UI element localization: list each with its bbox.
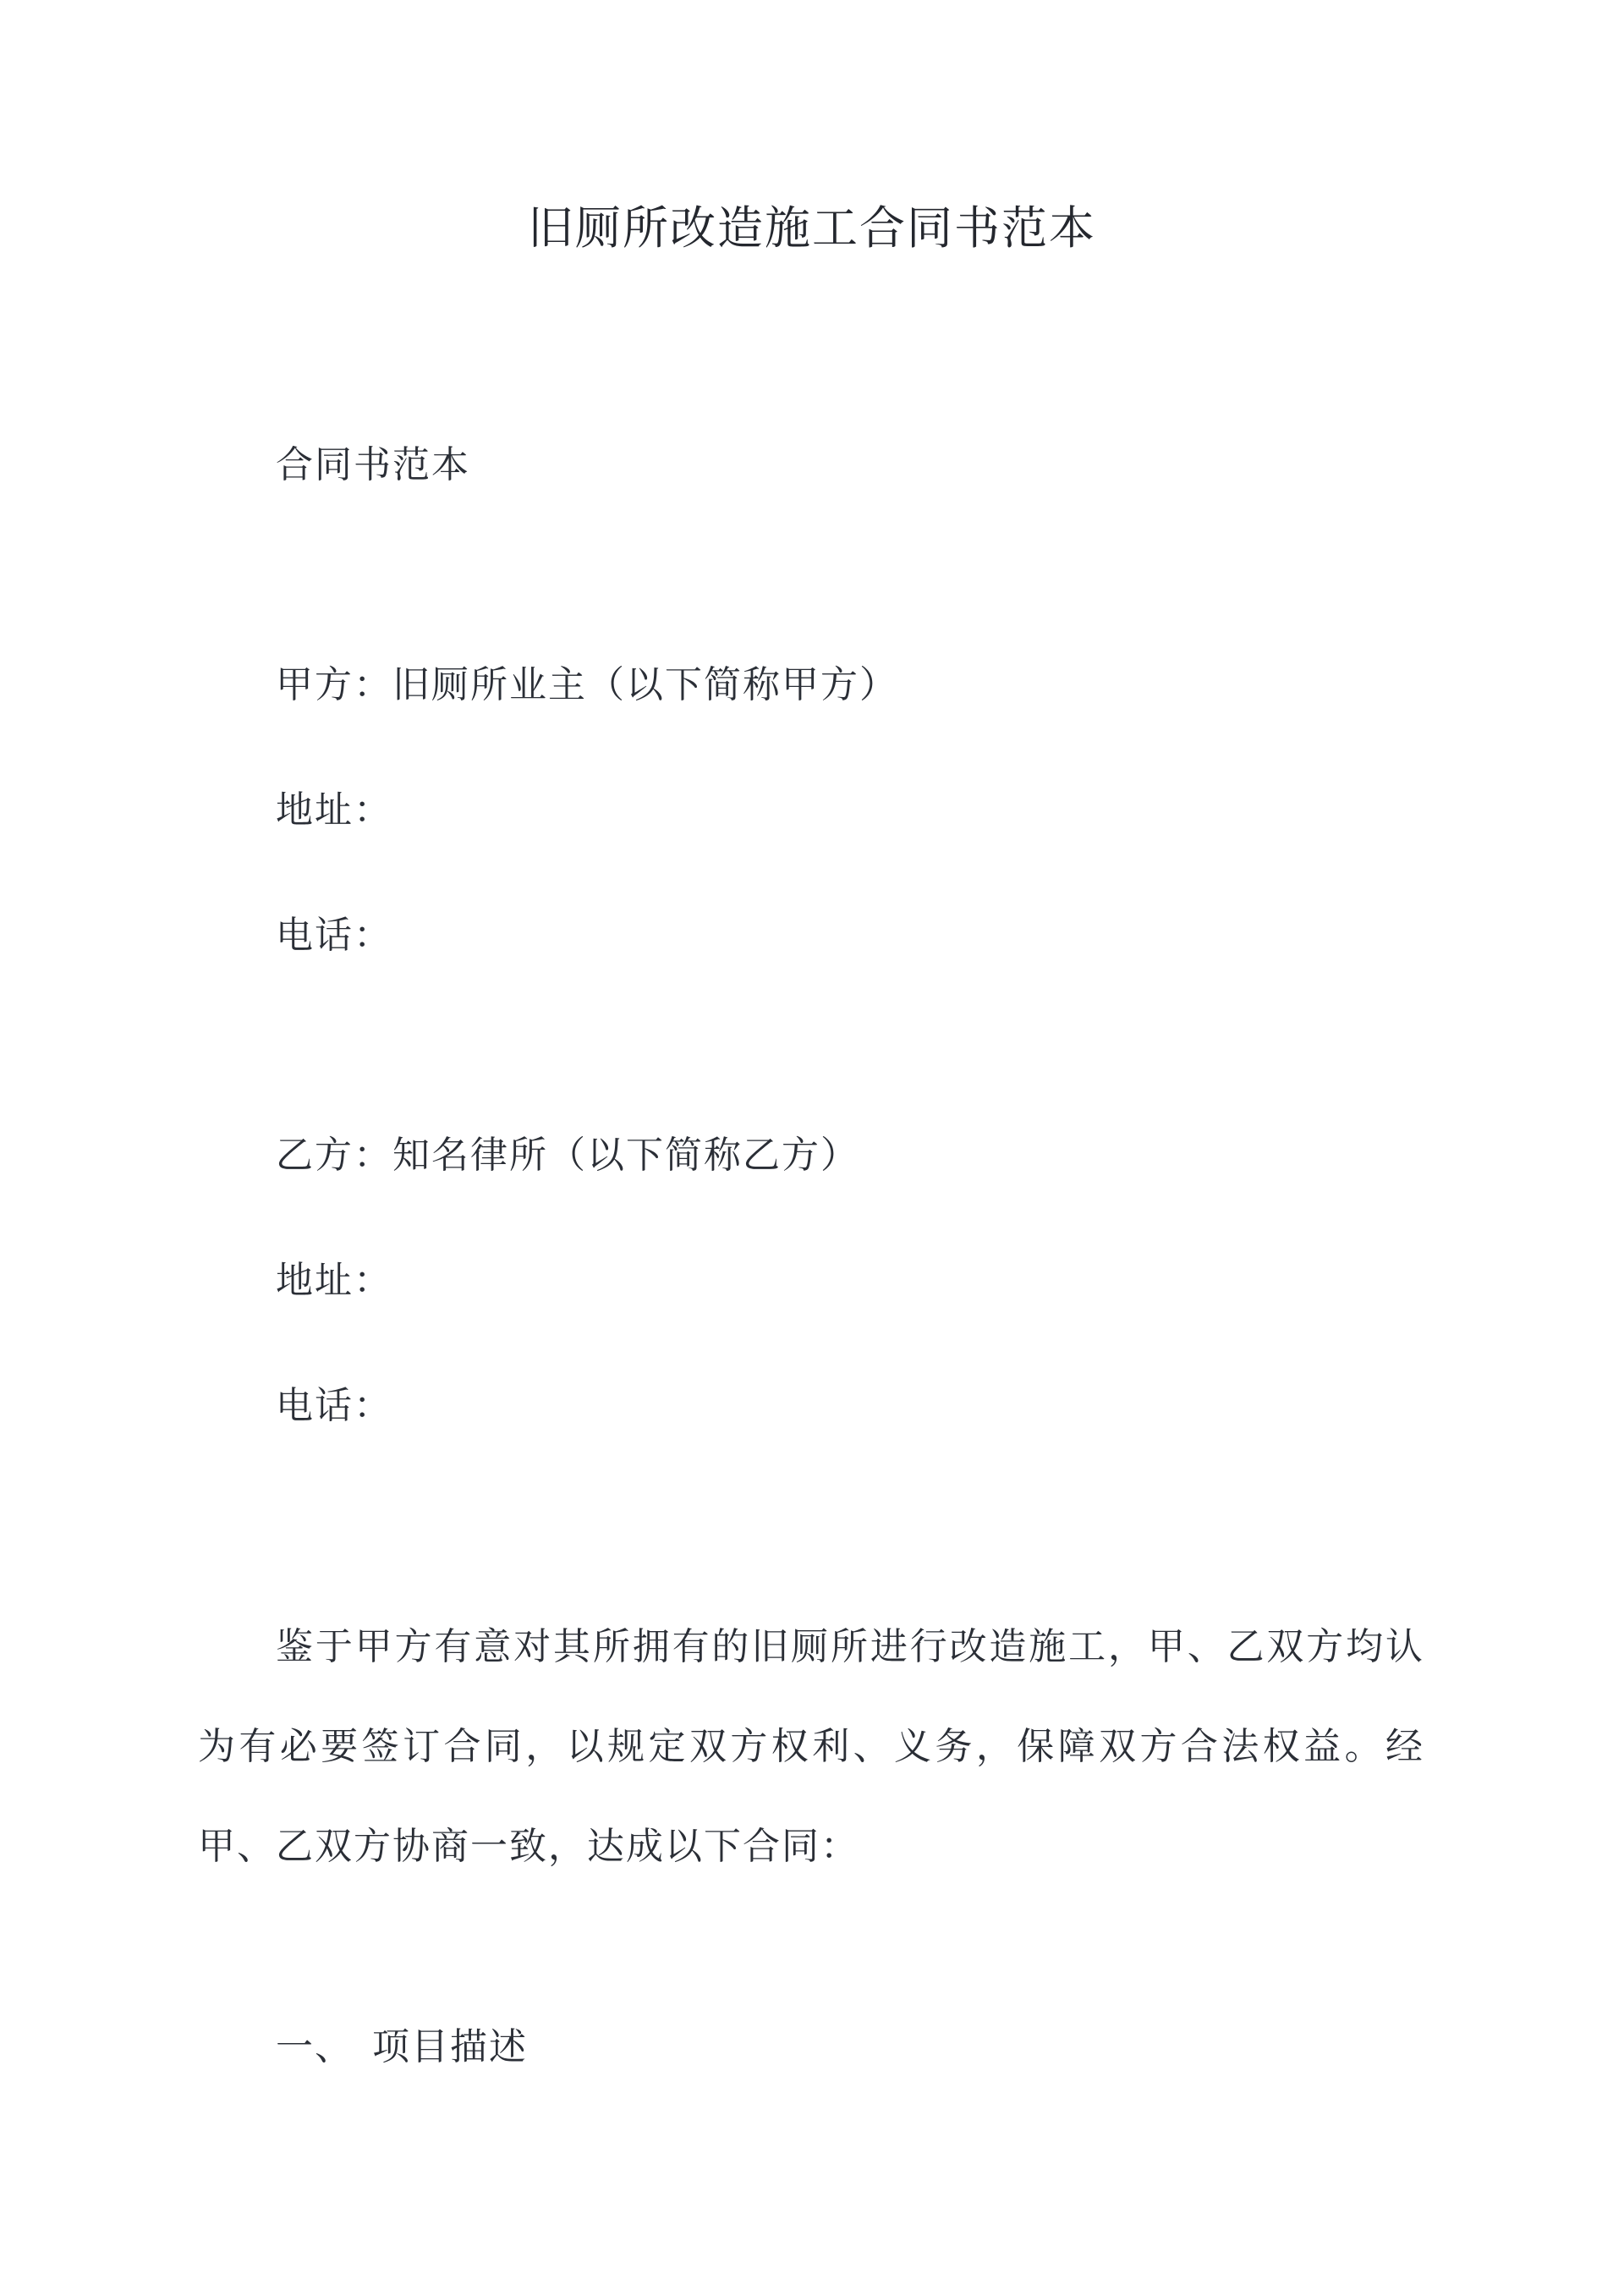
document-title: 旧厕所改造施工合同书范本 bbox=[528, 201, 1096, 255]
party-b-address-label: 地址： bbox=[276, 1259, 392, 1302]
party-b-phone-label: 电话： bbox=[276, 1384, 392, 1427]
preamble-paragraph: 鉴于甲方有意对其所拥有的旧厕所进行改造施工，甲、乙双方均认为有必要签订合同，以规定双方权利、义务，保障双方合法权益。经甲、乙双方协商一致，达成以下合同： bbox=[198, 1625, 1424, 1868]
document-subtitle: 合同书范本 bbox=[276, 443, 470, 486]
party-a-phone-label: 电话： bbox=[276, 914, 392, 957]
section-number: 一、 bbox=[276, 2025, 354, 2068]
party-a-line: 甲方：旧厕所业主（以下简称甲方） bbox=[276, 663, 898, 706]
party-b-line: 乙方：知名律所（以下简称乙方） bbox=[276, 1134, 859, 1177]
party-a-address-label: 地址： bbox=[276, 788, 392, 832]
section-heading bbox=[276, 2022, 528, 2073]
section-title: 项目描述 bbox=[372, 2025, 528, 2068]
